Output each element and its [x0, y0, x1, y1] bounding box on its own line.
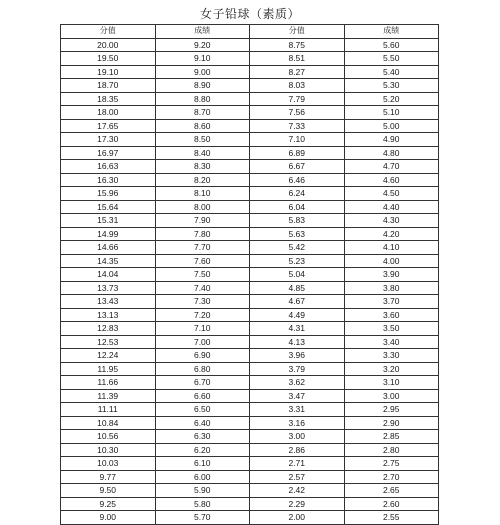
cell-score-1: 14.66 [61, 241, 156, 255]
table-row [61, 416, 439, 430]
cell-result-2: 4.30 [344, 214, 439, 228]
table-row [61, 403, 439, 417]
cell-score-2: 8.03 [250, 79, 345, 93]
cell-result-1: 8.40 [155, 146, 250, 160]
cell-score-2: 7.79 [250, 92, 345, 106]
cell-result-2: 5.60 [344, 38, 439, 52]
cell-score-1: 17.65 [61, 119, 156, 133]
cell-score-2: 4.31 [250, 322, 345, 336]
cell-result-1: 8.60 [155, 119, 250, 133]
cell-score-1: 9.00 [61, 511, 156, 525]
cell-score-2: 2.00 [250, 511, 345, 525]
table-row [61, 160, 439, 174]
cell-result-2: 5.00 [344, 119, 439, 133]
cell-result-1: 5.80 [155, 497, 250, 511]
table-row [61, 187, 439, 201]
cell-score-2: 2.71 [250, 457, 345, 471]
cell-score-2: 3.47 [250, 389, 345, 403]
table-row [61, 79, 439, 93]
header-row [61, 25, 439, 39]
table-body [61, 38, 439, 524]
table-row [61, 227, 439, 241]
cell-result-2: 4.10 [344, 241, 439, 255]
cell-score-1: 15.64 [61, 200, 156, 214]
cell-score-2: 3.79 [250, 362, 345, 376]
cell-result-2: 3.60 [344, 308, 439, 322]
cell-result-1: 6.80 [155, 362, 250, 376]
table-row [61, 133, 439, 147]
header-result-1: 成绩 [155, 25, 250, 39]
cell-score-1: 18.35 [61, 92, 156, 106]
cell-result-1: 6.20 [155, 443, 250, 457]
cell-result-1: 8.80 [155, 92, 250, 106]
score-table [60, 24, 439, 525]
cell-score-2: 7.10 [250, 133, 345, 147]
cell-result-2: 5.10 [344, 106, 439, 120]
cell-result-2: 4.50 [344, 187, 439, 201]
cell-result-2: 3.90 [344, 268, 439, 282]
cell-score-1: 18.00 [61, 106, 156, 120]
cell-result-1: 8.20 [155, 173, 250, 187]
cell-score-1: 16.63 [61, 160, 156, 174]
cell-score-2: 8.27 [250, 65, 345, 79]
cell-result-1: 9.00 [155, 65, 250, 79]
header-score-2: 分值 [250, 25, 345, 39]
cell-result-2: 2.90 [344, 416, 439, 430]
cell-result-1: 8.50 [155, 133, 250, 147]
table-row [61, 484, 439, 498]
cell-result-1: 8.70 [155, 106, 250, 120]
cell-result-1: 6.30 [155, 430, 250, 444]
cell-result-1: 8.00 [155, 200, 250, 214]
table-row [61, 173, 439, 187]
table-row [61, 65, 439, 79]
cell-score-1: 10.30 [61, 443, 156, 457]
cell-score-2: 2.57 [250, 470, 345, 484]
cell-result-2: 2.60 [344, 497, 439, 511]
cell-score-2: 6.24 [250, 187, 345, 201]
cell-score-2: 3.62 [250, 376, 345, 390]
cell-score-1: 14.04 [61, 268, 156, 282]
table-row [61, 106, 439, 120]
cell-result-1: 6.40 [155, 416, 250, 430]
cell-score-1: 13.73 [61, 281, 156, 295]
cell-score-2: 6.04 [250, 200, 345, 214]
cell-score-1: 20.00 [61, 38, 156, 52]
cell-result-1: 7.40 [155, 281, 250, 295]
cell-result-2: 3.50 [344, 322, 439, 336]
cell-result-2: 4.80 [344, 146, 439, 160]
cell-result-2: 2.95 [344, 403, 439, 417]
cell-result-1: 6.50 [155, 403, 250, 417]
cell-result-2: 4.40 [344, 200, 439, 214]
table-row [61, 241, 439, 255]
cell-score-2: 2.42 [250, 484, 345, 498]
cell-result-2: 5.20 [344, 92, 439, 106]
cell-score-1: 17.30 [61, 133, 156, 147]
cell-result-1: 8.90 [155, 79, 250, 93]
table-row [61, 376, 439, 390]
cell-result-1: 7.80 [155, 227, 250, 241]
table-row [61, 457, 439, 471]
cell-result-2: 3.70 [344, 295, 439, 309]
cell-score-1: 11.39 [61, 389, 156, 403]
cell-score-1: 11.66 [61, 376, 156, 390]
table-row [61, 92, 439, 106]
cell-result-2: 4.90 [344, 133, 439, 147]
cell-score-1: 15.96 [61, 187, 156, 201]
cell-result-1: 6.60 [155, 389, 250, 403]
cell-result-2: 5.50 [344, 52, 439, 66]
cell-result-2: 4.00 [344, 254, 439, 268]
cell-result-1: 7.90 [155, 214, 250, 228]
cell-result-2: 4.60 [344, 173, 439, 187]
cell-score-1: 10.03 [61, 457, 156, 471]
cell-score-2: 2.29 [250, 497, 345, 511]
table-row [61, 38, 439, 52]
cell-result-2: 2.85 [344, 430, 439, 444]
cell-result-1: 7.20 [155, 308, 250, 322]
table-row [61, 430, 439, 444]
table-row [61, 295, 439, 309]
table-row [61, 119, 439, 133]
cell-score-1: 14.35 [61, 254, 156, 268]
cell-result-1: 9.20 [155, 38, 250, 52]
cell-score-2: 6.67 [250, 160, 345, 174]
cell-score-1: 12.53 [61, 335, 156, 349]
cell-result-2: 3.80 [344, 281, 439, 295]
cell-score-2: 3.00 [250, 430, 345, 444]
cell-score-1: 19.50 [61, 52, 156, 66]
table-row [61, 497, 439, 511]
table-row [61, 470, 439, 484]
cell-score-1: 15.31 [61, 214, 156, 228]
cell-score-1: 9.50 [61, 484, 156, 498]
page-title: 女子铅球（素质） [199, 7, 300, 21]
cell-result-2: 2.80 [344, 443, 439, 457]
cell-result-1: 6.70 [155, 376, 250, 390]
table-row [61, 281, 439, 295]
cell-result-2: 3.00 [344, 389, 439, 403]
table-row [61, 146, 439, 160]
cell-score-2: 7.56 [250, 106, 345, 120]
cell-result-2: 3.10 [344, 376, 439, 390]
cell-score-1: 16.97 [61, 146, 156, 160]
cell-score-1: 12.24 [61, 349, 156, 363]
cell-result-1: 8.30 [155, 160, 250, 174]
table-row [61, 362, 439, 376]
cell-score-2: 3.16 [250, 416, 345, 430]
cell-score-1: 11.95 [61, 362, 156, 376]
table-row [61, 52, 439, 66]
cell-score-2: 7.33 [250, 119, 345, 133]
table-row [61, 214, 439, 228]
cell-result-1: 6.00 [155, 470, 250, 484]
cell-score-1: 18.70 [61, 79, 156, 93]
table-row [61, 254, 439, 268]
table-row [61, 308, 439, 322]
cell-score-1: 11.11 [61, 403, 156, 417]
cell-result-1: 9.10 [155, 52, 250, 66]
cell-result-1: 7.60 [155, 254, 250, 268]
cell-score-2: 6.46 [250, 173, 345, 187]
cell-score-2: 2.86 [250, 443, 345, 457]
cell-score-2: 5.23 [250, 254, 345, 268]
cell-result-1: 7.30 [155, 295, 250, 309]
cell-score-1: 16.30 [61, 173, 156, 187]
header-result-2: 成绩 [344, 25, 439, 39]
cell-score-1: 9.25 [61, 497, 156, 511]
cell-result-1: 7.00 [155, 335, 250, 349]
cell-result-2: 2.70 [344, 470, 439, 484]
table-row [61, 389, 439, 403]
table-row [61, 335, 439, 349]
cell-result-2: 5.40 [344, 65, 439, 79]
cell-score-2: 5.63 [250, 227, 345, 241]
cell-score-1: 9.77 [61, 470, 156, 484]
cell-result-2: 4.20 [344, 227, 439, 241]
cell-result-2: 3.40 [344, 335, 439, 349]
cell-score-2: 5.42 [250, 241, 345, 255]
cell-result-2: 3.30 [344, 349, 439, 363]
cell-result-1: 8.10 [155, 187, 250, 201]
cell-score-2: 4.13 [250, 335, 345, 349]
header-score-1: 分值 [61, 25, 156, 39]
cell-result-2: 2.65 [344, 484, 439, 498]
table-header [61, 25, 439, 39]
cell-score-2: 4.49 [250, 308, 345, 322]
cell-score-1: 14.99 [61, 227, 156, 241]
cell-result-2: 2.55 [344, 511, 439, 525]
cell-score-2: 4.67 [250, 295, 345, 309]
cell-result-2: 5.30 [344, 79, 439, 93]
cell-result-1: 6.90 [155, 349, 250, 363]
cell-score-2: 6.89 [250, 146, 345, 160]
cell-result-2: 4.70 [344, 160, 439, 174]
cell-result-1: 7.70 [155, 241, 250, 255]
cell-score-1: 19.10 [61, 65, 156, 79]
cell-score-1: 12.83 [61, 322, 156, 336]
cell-result-1: 7.50 [155, 268, 250, 282]
table-row [61, 443, 439, 457]
cell-score-2: 8.75 [250, 38, 345, 52]
cell-result-2: 3.20 [344, 362, 439, 376]
cell-result-2: 2.75 [344, 457, 439, 471]
cell-result-1: 5.90 [155, 484, 250, 498]
cell-score-2: 5.83 [250, 214, 345, 228]
cell-score-2: 4.85 [250, 281, 345, 295]
cell-result-1: 6.10 [155, 457, 250, 471]
cell-result-1: 7.10 [155, 322, 250, 336]
cell-score-1: 10.84 [61, 416, 156, 430]
cell-result-1: 5.70 [155, 511, 250, 525]
table-row [61, 268, 439, 282]
cell-score-2: 5.04 [250, 268, 345, 282]
cell-score-2: 8.51 [250, 52, 345, 66]
cell-score-2: 3.31 [250, 403, 345, 417]
table-row [61, 511, 439, 525]
table-row [61, 349, 439, 363]
cell-score-1: 10.56 [61, 430, 156, 444]
cell-score-1: 13.13 [61, 308, 156, 322]
cell-score-1: 13.43 [61, 295, 156, 309]
table-row [61, 200, 439, 214]
table-row [61, 322, 439, 336]
cell-score-2: 3.96 [250, 349, 345, 363]
